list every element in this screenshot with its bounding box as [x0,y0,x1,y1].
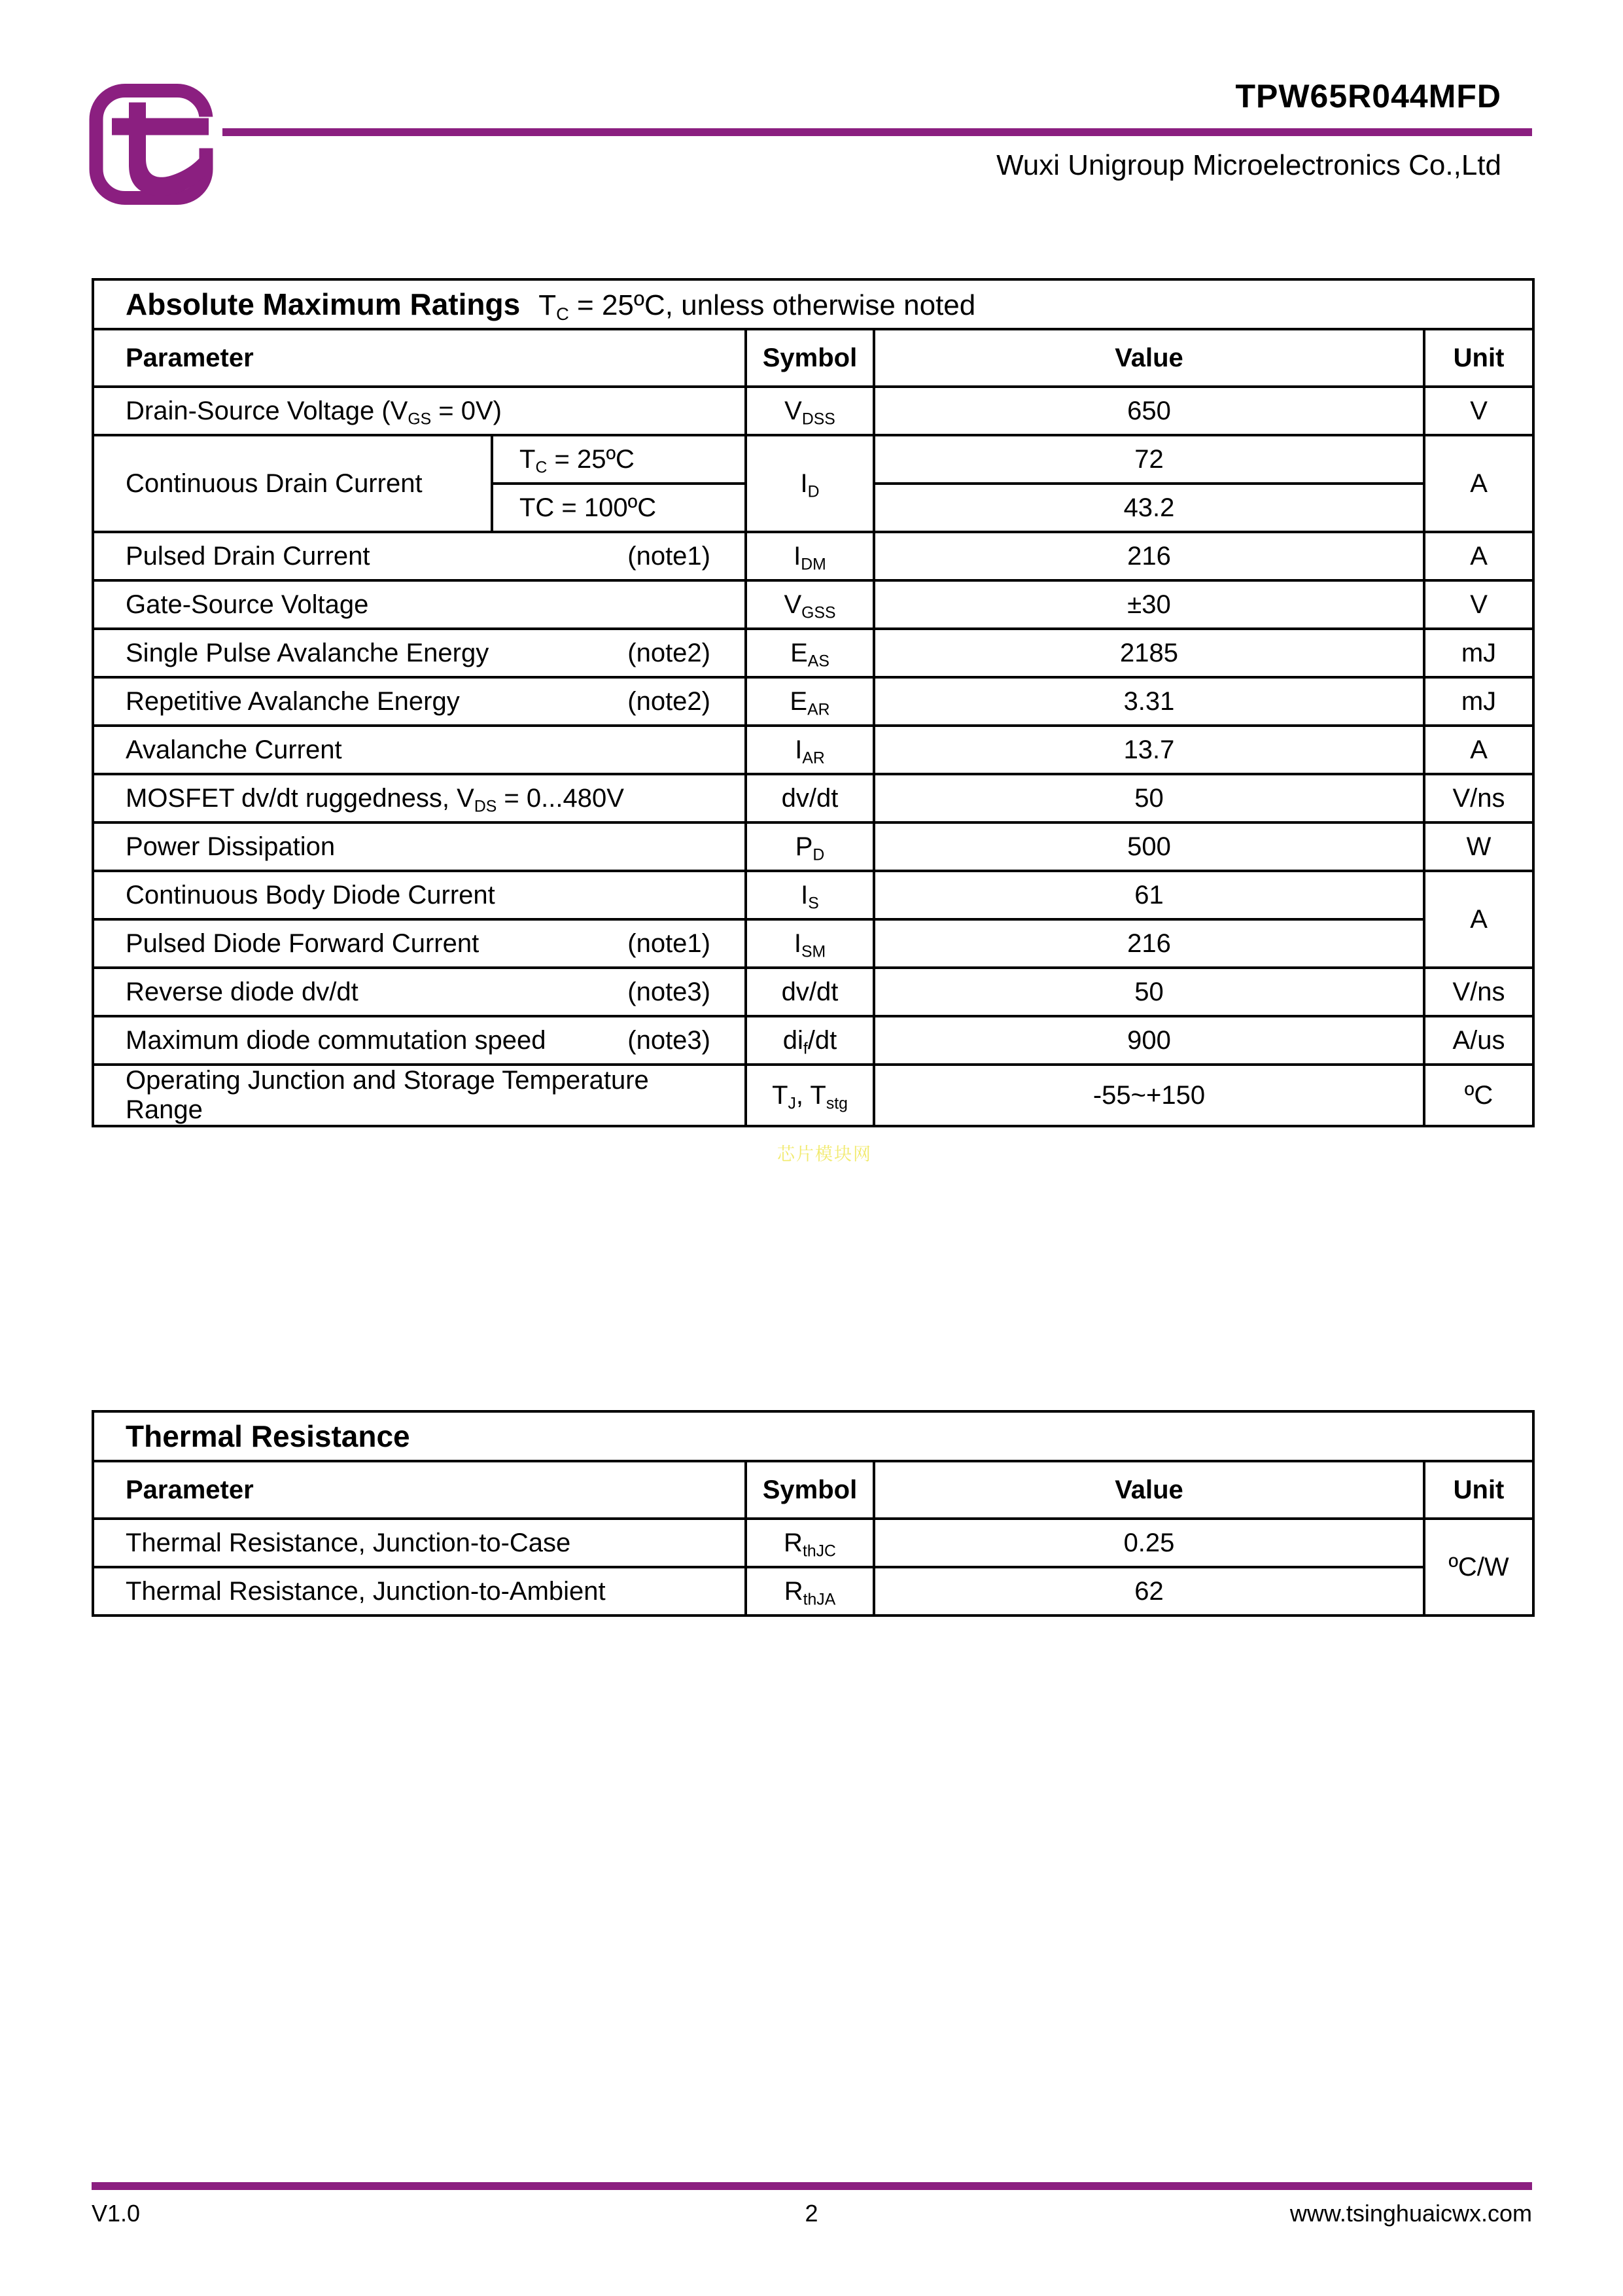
param-cell [93,919,746,968]
value-cell: 50 [874,968,1424,1016]
amr-col-value: Value [874,329,1424,387]
row-continuous-body-diode-current [93,871,1533,919]
amr-title-cell [93,279,1533,329]
param-note: (note3) [627,977,710,1006]
unit-cell: ºC/W [1424,1519,1533,1616]
unit-cell: A [1424,435,1533,532]
unit-cell: ºC [1424,1065,1533,1126]
unit-cell: mJ [1424,677,1533,726]
company-logo [87,84,215,205]
symbol-cell: $I_{AR}$ [746,726,874,774]
param-note: (note1) [627,541,710,571]
symbol-cell: $I_S$ [746,871,874,919]
amr-title: Absolute Maximum Ratings [126,287,521,321]
param-label: Pulsed Drain Current [126,541,370,571]
param-label: Pulsed Diode Forward Current [126,928,480,958]
value-cell: 216 [874,532,1424,580]
row-pulsed-drain-current [93,532,1533,580]
param-cell: Continuous Body Diode Current [93,871,746,919]
row-operating-junction-storage-temperature [93,1065,1533,1126]
value-cell: 61 [874,871,1424,919]
unit-cell: mJ [1424,629,1533,677]
row-single-pulse-avalanche-energy [93,629,1533,677]
company-name: Wuxi Unigroup Microelectronics Co.,Ltd [996,149,1501,181]
unit-cell: A/us [1424,1016,1533,1065]
param-cell [93,1016,746,1065]
thermal-resistance-table [92,1410,1535,1617]
value-cell: 13.7 [874,726,1424,774]
thermal-title-row [93,1411,1533,1461]
row-pulsed-diode-forward-current [93,919,1533,968]
value-cell: 72 [874,435,1424,484]
value-cell: 216 [874,919,1424,968]
param-note: (note2) [627,638,710,667]
unit-cell: A [1424,726,1533,774]
unigroup-t-logo-icon [87,84,215,205]
param-cell: Thermal Resistance, Junction-to-Case [93,1519,746,1567]
watermark-text: 芯片模块网 [777,1144,872,1164]
unit-cell: V/ns [1424,774,1533,822]
thermal-col-value: Value [874,1461,1424,1519]
value-cell: ±30 [874,580,1424,629]
param-note: (note3) [627,1025,710,1055]
symbol-cell: $I_D$ [746,435,874,532]
amr-title-condition: $T_C$ = 25ºC, unless otherwise noted [538,289,976,325]
footer-website: www.tsinghuaicwx.com [1289,2200,1532,2227]
thermal-title: Thermal Resistance [126,1419,410,1453]
value-cell: 3.31 [874,677,1424,726]
param-label: Single Pulse Avalanche Energy [126,638,489,667]
symbol-cell: dv/dt [746,968,874,1016]
value-cell: 62 [874,1567,1424,1616]
value-cell: 43.2 [874,484,1424,532]
symbol-cell: $P_D$ [746,822,874,871]
param-label: Repetitive Avalanche Energy [126,686,460,716]
thermal-header-row [93,1461,1533,1519]
param-cell: Thermal Resistance, Junction-to-Ambient [93,1567,746,1616]
amr-title-row [93,279,1533,329]
symbol-cell: $V_{GSS}$ [746,580,874,629]
amr-header-row [93,329,1533,387]
unit-cell: A [1424,871,1533,968]
symbol-cell: $E_{AS}$ [746,629,874,677]
condition-cell: $T_C$ = 25ºC [492,435,746,484]
symbol-cell: $T_J$, $T_{stg}$ [746,1065,874,1126]
unit-cell: V [1424,580,1533,629]
value-cell: 50 [874,774,1424,822]
row-gate-source-voltage [93,580,1533,629]
param-cell: Continuous Drain Current [93,435,492,532]
param-cell: Operating Junction and Storage Temperature Range [93,1065,746,1126]
footer-rule [92,2182,1532,2190]
value-cell: 500 [874,822,1424,871]
row-reverse-diode-dvdt [93,968,1533,1016]
param-cell [93,677,746,726]
param-label: Reverse diode dv/dt [126,977,358,1006]
value-cell: 0.25 [874,1519,1424,1567]
unit-cell: W [1424,822,1533,871]
thermal-col-symbol: Symbol [746,1461,874,1519]
symbol-cell: $R_{thJA}$ [746,1567,874,1616]
param-cell [93,968,746,1016]
unit-cell: V [1424,387,1533,435]
row-thermal-resistance-junction-to-ambient [93,1567,1533,1616]
value-cell: -55~+150 [874,1065,1424,1126]
thermal-col-parameter: Parameter [93,1461,746,1519]
param-cell [93,629,746,677]
thermal-col-unit: Unit [1424,1461,1533,1519]
row-mosfet-dvdt-ruggedness [93,774,1533,822]
amr-col-unit: Unit [1424,329,1533,387]
symbol-cell: $I_{DM}$ [746,532,874,580]
header-rule [222,128,1532,136]
param-cell: Drain-Source Voltage $(V_{GS} = 0V)$ [93,387,746,435]
row-avalanche-current [93,726,1533,774]
amr-col-parameter: Parameter [93,329,746,387]
condition-cell: TC = 100ºC [492,484,746,532]
value-cell: 2185 [874,629,1424,677]
param-note: (note2) [627,686,710,716]
symbol-cell: $V_{DSS}$ [746,387,874,435]
part-number-title: TPW65R044MFD [1235,78,1501,115]
row-maximum-diode-commutation-speed [93,1016,1533,1065]
param-label: Maximum diode commutation speed [126,1025,546,1055]
param-note: (note1) [627,928,710,958]
unit-cell: A [1424,532,1533,580]
footer-version: V1.0 [92,2200,141,2227]
symbol-cell: $di_f/dt$ [746,1016,874,1065]
param-cell: Power Dissipation [93,822,746,871]
thermal-title-cell [93,1411,1533,1461]
symbol-cell: dv/dt [746,774,874,822]
param-cell: Avalanche Current [93,726,746,774]
row-repetitive-avalanche-energy [93,677,1533,726]
absolute-maximum-ratings-table [92,278,1535,1127]
footer-page-number: 2 [805,2200,818,2227]
amr-col-symbol: Symbol [746,329,874,387]
value-cell: 650 [874,387,1424,435]
symbol-cell: $E_{AR}$ [746,677,874,726]
param-cell [93,532,746,580]
param-cell: Gate-Source Voltage [93,580,746,629]
unit-cell: V/ns [1424,968,1533,1016]
row-thermal-resistance-junction-to-case [93,1519,1533,1567]
value-cell: 900 [874,1016,1424,1065]
param-cell: MOSFET dv/dt ruggedness, $V_{DS} = 0...480V$ [93,774,746,822]
row-continuous-drain-current-25c [93,435,1533,484]
row-drain-source-voltage [93,387,1533,435]
symbol-cell: $R_{thJC}$ [746,1519,874,1567]
row-power-dissipation [93,822,1533,871]
symbol-cell: $I_{SM}$ [746,919,874,968]
